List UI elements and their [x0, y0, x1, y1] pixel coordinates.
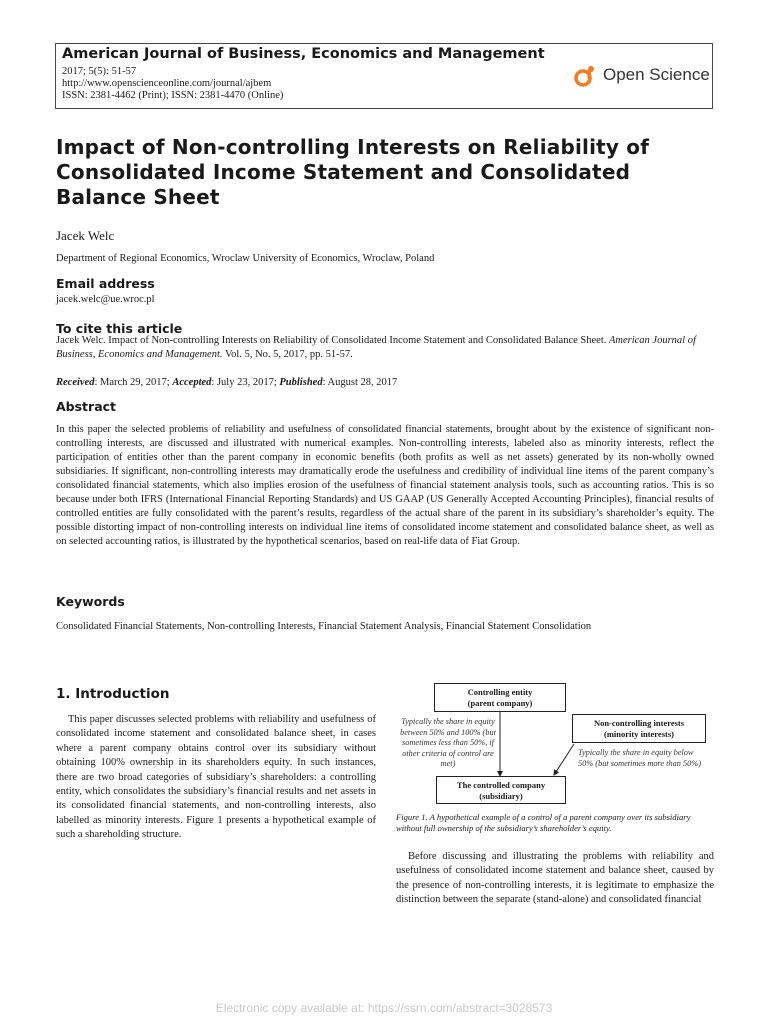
- publisher-name: Open Science: [603, 65, 710, 84]
- controlling-entity-label: Controlling entity: [467, 687, 533, 697]
- cite-heading: To cite this article: [56, 321, 183, 336]
- citation-journal: American Journal of Business, Economics and Management.: [56, 335, 696, 360]
- figure-1: [396, 680, 714, 780]
- controlling-entity-box: [434, 683, 566, 712]
- published-label: Published: [279, 377, 323, 388]
- citation-volume: Vol. 5, No. 5, 2017, pp. 51-57.: [224, 349, 353, 360]
- journal-volume: 2017; 5(5): 51-57: [62, 66, 137, 77]
- minority-interests-label: (minority interests): [604, 729, 674, 739]
- parent-share-note: Typically the share in equity between 50% and 100% (but sometimes less than 50%, if other criteria of control are met): [400, 717, 496, 768]
- email-heading: Email address: [56, 276, 155, 291]
- nci-to-subsidiary-arrow: [554, 744, 574, 775]
- controlled-company-label: The controlled company: [456, 780, 546, 790]
- received-date: : March 29, 2017;: [94, 377, 173, 388]
- ssrn-footer[interactable]: Electronic copy available at: https://ssrn.com/abstract=3028573: [215, 1001, 553, 1015]
- author-affiliation: Department of Regional Economics, Wroclaw University of Economics, Wroclaw, Poland: [56, 253, 435, 264]
- accepted-label: Accepted: [172, 377, 212, 388]
- nci-share-note: Typically the share in equity below 50% (but sometimes more than 50%): [578, 748, 701, 768]
- published-date: : August 28, 2017: [322, 377, 398, 388]
- non-controlling-interests-box: [572, 714, 706, 743]
- keywords-heading: Keywords: [56, 594, 125, 609]
- abstract-heading: Abstract: [56, 399, 117, 414]
- introduction-heading: 1. Introduction: [56, 686, 170, 702]
- citation-text: [56, 334, 716, 362]
- journal-url[interactable]: http://www.openscienceonline.com/journal/ajbem: [62, 78, 272, 89]
- article-dates: [56, 377, 397, 388]
- keywords-text: Consolidated Financial Statements, Non-controlling Interests, Financial Statement Analysis, Financial Statement Consolidation: [56, 621, 592, 632]
- author-name: Jacek Welc: [56, 228, 115, 243]
- journal-title: American Journal of Business, Economics and Management: [62, 46, 545, 62]
- received-label: Received: [56, 377, 95, 388]
- open-science-logo-icon: [571, 62, 599, 90]
- parent-company-label: (parent company): [467, 698, 533, 708]
- paper-title: Impact of Non-controlling Interests on Reliability of Consolidated Income Statement and Consolidated Balance Sheet: [56, 135, 650, 209]
- abstract-text: In this paper the selected problems of reliability and usefulness of consolidated financial statements, brought about by the existence of significant non-controlling interests, are discussed and illustrated with numerical examples. Non-controlling interests, labeled also as minority interests, reflect the participation of entities other than the parent company in economic benefits (both profits as well as net assets) generated by its non-wholly owned subsidiaries. If significant, non-controlling interests may dramatically erode the usefulness and credibility of individual line items of the parent company’s consolidated financial statements, which also implies erosion of the usefulness of financial statement analysis tools, such as accounting ratios. This is so because under both IFRS (International Financial Reporting Standards) and US GAAP (US Generally Accepted Accounting Principles), financial results of controlled entities are fully consolidated with the parent’s results, regardless of the actual share of the parent in its subsidiary’s shareholder’s equity. The possible distorting impact of non-controlling interests on individual line items of consolidated income statement and consolidated balance sheet, as well as on selected accounting ratios, is illustrated by the hypothetical scenarios, based on real-life data of Fiat Group.: [56, 424, 714, 547]
- journal-issn: ISSN: 2381-4462 (Print); ISSN: 2381-4470 (Online): [62, 90, 284, 101]
- accepted-date: : July 23, 2017;: [211, 377, 280, 388]
- subsidiary-label: (subsidiary): [479, 791, 523, 801]
- controlled-company-box: [436, 776, 566, 804]
- introduction-paragraph-1: This paper discusses selected problems with reliability and usefulness of consolidated income statement and consolidated balance sheet, in cases where a parent company obtains control over its subsidiary without obtaining 100% ownership in its shareholders equity. In such instances, there are two broad categories of subsidiary’s shareholders: a controlling entity, which consolidates the subsidiary’s financial results and net assets in its consolidated financial statements, and non-controlling interests, also labelled as minority interests. Figure 1 presents a hypothetical example of such a shareholding structure.: [56, 714, 376, 841]
- figure-1-caption: Figure 1. A hypothetical example of a control of a parent company over its subsidiary without full ownership of the subsidiary’s shareholder’s equity.: [396, 812, 691, 833]
- open-science-logo: [571, 62, 710, 90]
- citation-main: Jacek Welc. Impact of Non-controlling Interests on Reliability of Consolidated Income Statement and Consolidated Balance Sheet.: [56, 335, 607, 346]
- non-controlling-interests-label: Non-controlling interests: [593, 718, 685, 728]
- introduction-paragraph-2: Before discussing and illustrating the problems with reliability and usefulness of consolidated income statement and balance sheet, caused by the presence of non-controlling interests, it is legitimate to emphasize the distinction between the separate (stand-alone) and consolidated financial: [396, 851, 714, 906]
- email-address[interactable]: jacek.welc@ue.wroc.pl: [56, 294, 155, 305]
